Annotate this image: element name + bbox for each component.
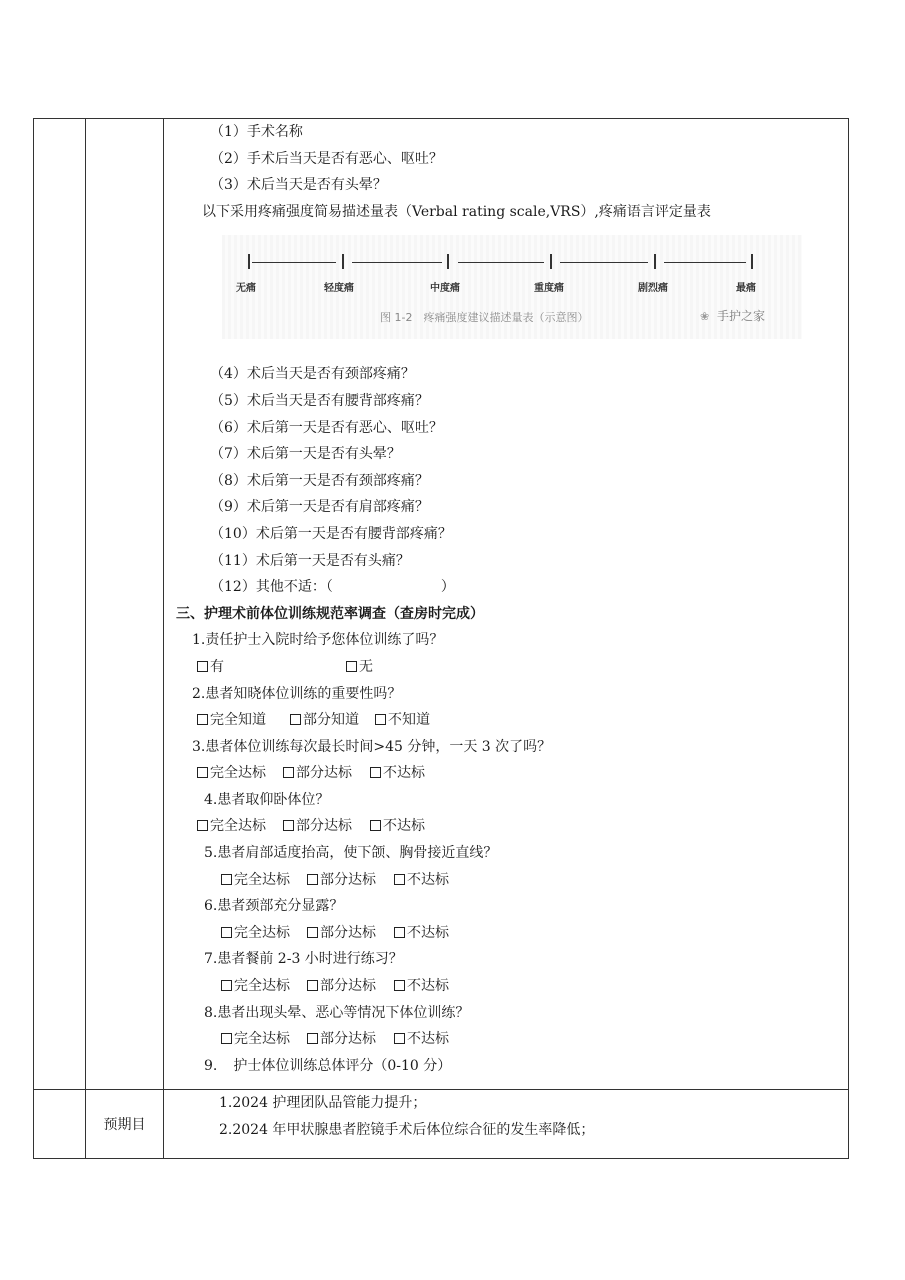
scale-label-moderate: 中度痛 xyxy=(430,283,460,295)
score-text: 护士体位训练总体评分（0-10 分） xyxy=(233,1057,452,1074)
option-not-met[interactable]: 不达标 xyxy=(370,760,425,787)
goal-line: 2.2024 年甲状腺患者腔镜手术后体位综合征的发生率降低； xyxy=(219,1121,595,1138)
survey-options xyxy=(164,973,848,1000)
scale-segment xyxy=(352,262,442,263)
watermark xyxy=(700,307,765,324)
checkbox-icon[interactable] xyxy=(197,714,208,725)
other-suffix: ） xyxy=(440,579,455,596)
question-line: （10）术后第一天是否有腰背部疼痛？ xyxy=(210,525,452,542)
scale-label-none: 无痛 xyxy=(236,283,256,295)
checkbox-icon[interactable] xyxy=(221,1033,232,1044)
scale-segment xyxy=(458,262,544,263)
score-number: 9. xyxy=(204,1057,218,1074)
survey-question: 4.患者取仰卧体位？ xyxy=(204,791,330,808)
scale-tick xyxy=(654,254,656,269)
question-line: （1）手术名称 xyxy=(210,124,303,140)
checkbox-icon[interactable] xyxy=(307,874,318,885)
option-fully-met[interactable]: 完全达标 xyxy=(221,867,290,894)
scale-tick xyxy=(751,254,753,269)
option-fully-met[interactable]: 完全达标 xyxy=(197,813,266,840)
checkbox-icon[interactable] xyxy=(283,820,294,831)
question-line: （5）术后当天是否有腰背部疼痛？ xyxy=(210,392,429,409)
question-line: （7）术后第一天是否有头晕？ xyxy=(210,446,401,463)
vrs-intro: 以下采用疼痛强度简易描述量表（Verbal rating scale,VRS）,疼痛语言评定量表 xyxy=(202,203,711,220)
document-table xyxy=(33,118,849,1159)
survey-options xyxy=(164,1026,848,1053)
scale-label-intense: 剧烈痛 xyxy=(638,283,668,295)
option-fully-met[interactable]: 完全达标 xyxy=(221,1026,290,1053)
checkbox-icon[interactable] xyxy=(221,980,232,991)
scale-label-worst: 最痛 xyxy=(736,283,756,295)
question-line: （6）术后第一天是否有恶心、呕吐？ xyxy=(210,419,443,436)
checkbox-icon[interactable] xyxy=(221,874,232,885)
option-yes[interactable]: 有 xyxy=(197,654,224,681)
survey-question: 1.责任护士入院时给予您体位训练了吗？ xyxy=(192,632,444,649)
option-fully-met[interactable]: 完全达标 xyxy=(221,920,290,947)
empty-cell-mid xyxy=(86,119,164,1090)
survey-options xyxy=(164,760,848,787)
checkbox-icon[interactable] xyxy=(221,927,232,938)
survey-question: 6.患者颈部充分显露？ xyxy=(204,898,344,915)
question-line: （4）术后当天是否有颈部疼痛？ xyxy=(210,366,415,383)
option-not-know[interactable]: 不知道 xyxy=(375,707,430,734)
question-line: （3）术后当天是否有头晕？ xyxy=(210,177,387,194)
survey-options xyxy=(164,867,848,894)
option-fully-met[interactable]: 完全达标 xyxy=(221,973,290,1000)
checkbox-icon[interactable] xyxy=(370,820,381,831)
scale-label-mild: 轻度痛 xyxy=(324,283,354,295)
checkbox-icon[interactable] xyxy=(346,661,357,672)
scale-tick xyxy=(248,254,250,269)
checkbox-icon[interactable] xyxy=(307,927,318,938)
survey-question: 7.患者餐前 2-3 小时进行练习？ xyxy=(204,951,403,968)
checkbox-icon[interactable] xyxy=(394,874,405,885)
option-partly-met[interactable]: 部分达标 xyxy=(307,1026,376,1053)
scale-caption: 图 1-2 疼痛强度建议描述量表（示意图） xyxy=(380,311,589,325)
expected-goal-row xyxy=(34,1090,849,1159)
question-line: （2）手术后当天是否有恶心、呕吐？ xyxy=(210,150,443,167)
watermark-text: 手护之家 xyxy=(717,309,766,324)
option-partly-met[interactable]: 部分达标 xyxy=(307,867,376,894)
question-line-other xyxy=(164,574,848,601)
scale-segment xyxy=(664,262,746,263)
scale-segment xyxy=(252,262,336,263)
option-not-met[interactable]: 不达标 xyxy=(394,920,449,947)
expected-goal-content xyxy=(164,1090,849,1159)
empty-cell-left xyxy=(34,119,86,1090)
question-line: （11）术后第一天是否有头痛？ xyxy=(210,552,410,569)
scale-tick xyxy=(550,254,552,269)
expected-goal-label: 预期目 xyxy=(86,1090,164,1159)
survey-options xyxy=(164,813,848,840)
scale-label-severe: 重度痛 xyxy=(534,283,564,295)
survey-question: 3.患者体位训练每次最长时间>45 分钟，一天 3 次了吗？ xyxy=(192,738,552,755)
checkbox-icon[interactable] xyxy=(394,927,405,938)
scale-tick xyxy=(342,254,344,269)
scale-tick xyxy=(447,254,449,269)
option-partly-met[interactable]: 部分达标 xyxy=(283,760,352,787)
content-row xyxy=(34,119,849,1090)
option-partly-know[interactable]: 部分知道 xyxy=(290,707,359,734)
option-not-met[interactable]: 不达标 xyxy=(394,973,449,1000)
checkbox-icon[interactable] xyxy=(394,980,405,991)
option-partly-met[interactable]: 部分达标 xyxy=(307,973,376,1000)
checkbox-icon[interactable] xyxy=(197,767,208,778)
checkbox-icon[interactable] xyxy=(370,767,381,778)
checkbox-icon[interactable] xyxy=(394,1033,405,1044)
option-not-met[interactable]: 不达标 xyxy=(394,1026,449,1053)
survey-options xyxy=(164,654,848,681)
checkbox-icon[interactable] xyxy=(197,661,208,672)
checkbox-icon[interactable] xyxy=(197,820,208,831)
checkbox-icon[interactable] xyxy=(283,767,294,778)
content-cell xyxy=(164,119,849,1090)
spacer xyxy=(164,345,848,361)
checkbox-icon[interactable] xyxy=(290,714,301,725)
pain-scale-figure xyxy=(222,235,802,345)
option-not-met[interactable]: 不达标 xyxy=(370,813,425,840)
question-line: （9）术后第一天是否有肩部疼痛？ xyxy=(210,499,429,516)
option-no[interactable]: 无 xyxy=(346,654,373,681)
wechat-icon: ❀ xyxy=(700,310,710,324)
checkbox-icon[interactable] xyxy=(307,1033,318,1044)
question-line: （8）术后第一天是否有颈部疼痛？ xyxy=(210,472,429,489)
goal-line: 1.2024 护理团队品管能力提升； xyxy=(219,1095,427,1111)
checkbox-icon[interactable] xyxy=(375,714,386,725)
survey-question: 8.患者出现头晕、恶心等情况下体位训练？ xyxy=(204,1004,470,1021)
other-prefix: （12）其他不适：（ xyxy=(210,579,333,596)
survey-options xyxy=(164,920,848,947)
scale-segment xyxy=(560,262,648,263)
section-title: 三、护理术前体位训练规范率调查（查房时完成） xyxy=(176,605,484,622)
option-not-met[interactable]: 不达标 xyxy=(394,867,449,894)
survey-question: 2.患者知晓体位训练的重要性吗？ xyxy=(192,685,402,702)
option-partly-met[interactable]: 部分达标 xyxy=(283,813,352,840)
survey-question-score xyxy=(164,1053,848,1080)
survey-question: 5.患者肩部适度抬高，使下颌、胸骨接近直线？ xyxy=(204,845,498,862)
option-fully-know[interactable]: 完全知道 xyxy=(197,707,266,734)
option-partly-met[interactable]: 部分达标 xyxy=(307,920,376,947)
checkbox-icon[interactable] xyxy=(307,980,318,991)
empty-cell-left xyxy=(34,1090,86,1159)
survey-options xyxy=(164,707,848,734)
option-fully-met[interactable]: 完全达标 xyxy=(197,760,266,787)
